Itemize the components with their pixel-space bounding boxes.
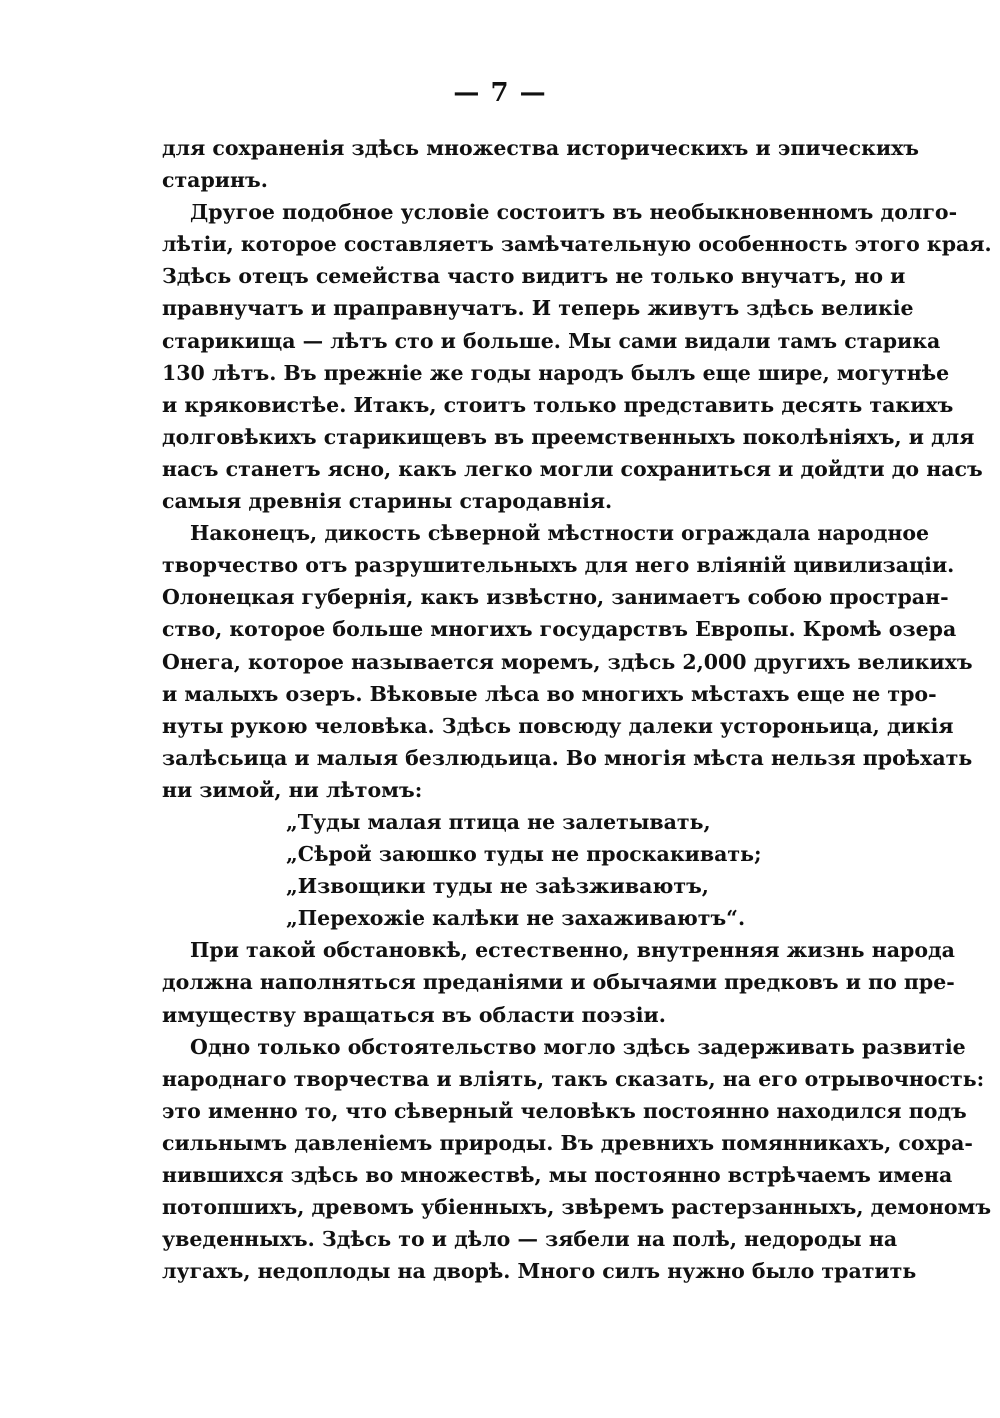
text-line: сильнымъ давленіемъ природы. Въ древнихъ помянникахъ, сохра- [162,1130,973,1155]
text-line: потопшихъ, древомъ убіенныхъ, звѣремъ растерзанныхъ, демономъ [162,1195,992,1220]
verse-line: „Извощики туды не заѣзживаютъ, [286,874,709,899]
text-line: и кряковистѣе. Итакъ, стоитъ только представить десять такихъ [162,392,954,417]
text-line: должна наполняться преданіями и обычаями предковъ и по пре- [162,970,955,995]
text-line: старикища — лѣтъ сто и больше. Мы сами видали тамъ старика [162,328,941,353]
text-line: залѣсьица и малыя безлюдьица. Во многія мѣста нельзя проѣхать [162,745,973,770]
text-line: ни зимой, ни лѣтомъ: [162,777,423,802]
text-line: уведенныхъ. Здѣсь то и дѣло — зябели на полѣ, недороды на [162,1227,898,1252]
text-line: Здѣсь отецъ семейства часто видитъ не только внучатъ, но и [162,264,906,289]
text-line: Одно только обстоятельство могло здѣсь задерживать развитіе [190,1034,966,1059]
text-line: для сохраненія здѣсь множества историческихъ и эпическихъ [162,136,920,160]
text-line: старинъ. [162,168,268,193]
text-line: Олонецкая губернія, какъ извѣстно, занимаетъ собою простран- [162,585,949,610]
text-line: долговѣкихъ старикищевъ въ преемственныхъ поколѣніяхъ, и для [162,424,975,449]
verse-line: „Туды малая птица не залетывать, [286,809,711,834]
text-line: имуществу вращаться въ области поэзіи. [162,1002,666,1027]
page-number: — 7 — [453,78,547,108]
text-line: и малыхъ озеръ. Вѣковые лѣса во многихъ мѣстахъ еще не тро- [162,681,937,706]
text-line: ство, которое больше многихъ государствъ Европы. Кромѣ озера [162,617,957,642]
text-line: Наконецъ, дикость сѣверной мѣстности ограждала народное [190,521,930,546]
text-line: нуты рукою человѣка. Здѣсь повсюду далеки устороньица, дикія [162,713,954,738]
text-line: 130 лѣтъ. Въ прежніе же годы народъ былъ еще шире, могутнѣе [162,360,950,385]
text-line: это именно то, что сѣверный человѣкъ постоянно находился подъ [162,1098,967,1123]
text-line: При такой обстановкѣ, естественно, внутренняя жизнь народа [190,938,955,963]
text-line: творчество отъ разрушительныхъ для него вліяній цивилизаціи. [162,553,955,578]
text-line: нившихся здѣсь во множествѣ, мы постоянно встрѣчаемъ имена [162,1163,953,1187]
text-line: Другое подобное условіе состоитъ въ необыкновенномъ долго- [190,200,958,225]
text-line: народнаго творчества и вліять, такъ сказать, на его отрывочность: [162,1066,985,1091]
verse-line: „Сѣрой заюшко туды не проскакивать; [286,842,762,867]
text-line: лугахъ, недоплоды на дворѣ. Много силъ нужно было тратить [162,1259,917,1284]
text-line: насъ станетъ ясно, какъ легко могли сохраниться и дойдти до насъ [162,456,983,481]
verse-line: „Перехожіе калѣки не захаживаютъ“. [286,906,746,931]
text-line: Онега, которое называется моремъ, здѣсь 2,000 другихъ великихъ [162,649,973,674]
body-text [162,132,992,1287]
text-line: правнучатъ и праправнучатъ. И теперь живутъ здѣсь великіе [162,296,914,321]
text-line: самыя древнія старины стародавнія. [162,489,613,514]
text-line: лѣтіи, которое составляетъ замѣчательную особенность этого края. [162,232,992,257]
